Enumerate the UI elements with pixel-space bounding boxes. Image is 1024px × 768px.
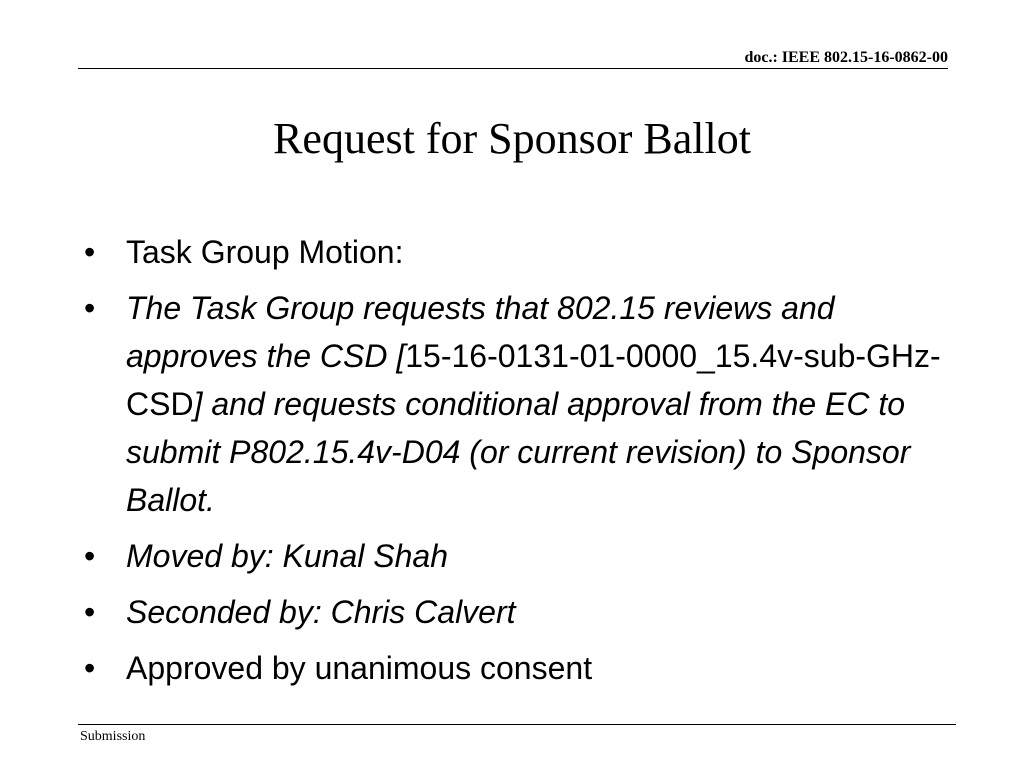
csd-document-reference: 15-16-0131-01-0000_15.4v-sub-GHz-CSD bbox=[126, 338, 941, 422]
document-id: doc.: IEEE 802.15-16-0862-00 bbox=[744, 49, 948, 66]
bullet-item-moved-by bbox=[84, 532, 954, 580]
footer-submission: Submission bbox=[80, 729, 146, 744]
bullet-text: Approved by unanimous consent bbox=[126, 650, 593, 686]
bullet-text: Task Group Motion: bbox=[126, 234, 404, 270]
bullet-item-approval bbox=[84, 644, 954, 692]
bullet-icon: • bbox=[84, 594, 96, 630]
bullet-item-motion bbox=[84, 228, 954, 276]
motion-text-part1: The Task Group requests that 802.15 reviews and approves the CSD [ bbox=[126, 290, 835, 374]
bullet-item-seconded-by bbox=[84, 588, 954, 636]
bullet-icon: • bbox=[84, 538, 96, 574]
bullet-icon: • bbox=[84, 290, 96, 326]
footer-divider bbox=[78, 724, 956, 725]
bullet-text: Moved by: Kunal Shah bbox=[126, 538, 448, 574]
header-divider bbox=[78, 68, 948, 69]
slide-title: Request for Sponsor Ballot bbox=[273, 114, 751, 163]
motion-text-part2: ] and requests conditional approval from the EC to submit P802.15.4v-D04 (or current revision) to Sponsor Ballot. bbox=[126, 386, 911, 518]
bullet-list bbox=[84, 228, 954, 700]
bullet-icon: • bbox=[84, 650, 96, 686]
bullet-item-motion-text bbox=[84, 284, 954, 524]
bullet-icon: • bbox=[84, 234, 96, 270]
bullet-text: Seconded by: Chris Calvert bbox=[126, 594, 516, 630]
